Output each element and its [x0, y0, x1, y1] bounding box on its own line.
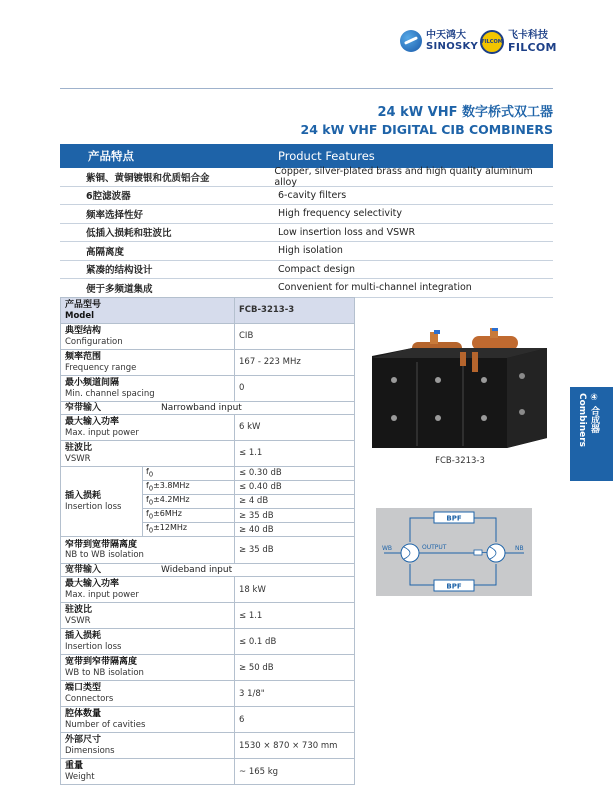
- condition-offset: ±6MHz: [153, 509, 182, 519]
- spec-label-en: Configuration: [65, 336, 123, 347]
- spec-label-cn: 外部尺寸: [65, 735, 102, 746]
- product-photo: [372, 328, 547, 448]
- condition-symbol: f: [146, 467, 149, 476]
- spec-value: 0: [235, 376, 355, 402]
- spec-value: ≤ 1.1: [235, 603, 355, 629]
- insertion-loss-condition: [143, 495, 235, 509]
- spec-label-cn: 宽带到窄带隔离度: [65, 657, 138, 668]
- spec-row-nb-insertion-loss: [61, 467, 355, 481]
- spec-label-en: Insertion loss: [65, 501, 122, 512]
- side-tab-en: Combiners: [577, 393, 587, 447]
- spec-table: [60, 297, 355, 785]
- feature-row: [60, 279, 553, 298]
- sinosky-globe-icon: [400, 30, 422, 52]
- spec-value: ≤ 0.1 dB: [235, 629, 355, 655]
- spec-label-cn: 腔体数量: [65, 709, 102, 720]
- feature-row: [60, 224, 553, 243]
- spec-label-en: Model: [65, 310, 95, 321]
- spec-label-en: Insertion loss: [65, 641, 122, 652]
- section-side-tab[interactable]: [570, 387, 613, 481]
- spec-label: [61, 629, 235, 655]
- spec-label-cn: 插入损耗: [65, 631, 102, 642]
- nb-label: NB: [515, 545, 524, 552]
- spec-value: CIB: [235, 324, 355, 350]
- spec-value: ~ 165 kg: [235, 759, 355, 785]
- insertion-loss-condition: [143, 467, 235, 481]
- spec-label: [61, 759, 235, 785]
- spec-row-wb-max-power: [61, 577, 355, 603]
- spec-label-en: Dimensions: [65, 745, 115, 756]
- spec-label-en: Max. input power: [65, 427, 139, 438]
- feature-cn: 紫铜、黄铜镀银和优质铝合金: [86, 172, 210, 184]
- spec-label-cn: 典型结构: [65, 326, 102, 336]
- insertion-loss-condition: [143, 509, 235, 523]
- feature-row: [60, 242, 553, 261]
- spec-row-model: [61, 298, 355, 324]
- spec-row-configuration: [61, 324, 355, 350]
- condition-offset: ±3.8MHz: [153, 481, 190, 491]
- spec-label-cn: 重量: [65, 761, 84, 772]
- section-title: [61, 564, 355, 577]
- condition-offset: ±4.2MHz: [153, 495, 190, 505]
- sinosky-name-en: SINOSKY: [426, 40, 479, 52]
- condition-symbol: f: [146, 523, 149, 533]
- feature-en: Copper, silver-plated brass and high quality aluminum alloy: [274, 165, 533, 188]
- spec-label-cn: 最大输入功率: [65, 579, 120, 590]
- spec-row-weight: [61, 759, 355, 785]
- spec-value: ≥ 50 dB: [235, 655, 355, 681]
- spec-label-cn: 窄带到宽带隔离度: [65, 539, 138, 550]
- spec-label-cn: 频率范围: [65, 352, 102, 362]
- spec-label-en: Max. input power: [65, 589, 139, 600]
- feature-row: [60, 205, 553, 224]
- spec-row-frequency-range: [61, 350, 355, 376]
- output-label: OUTPUT: [422, 544, 447, 551]
- spec-row-connectors: [61, 681, 355, 707]
- spec-label: [61, 441, 235, 467]
- condition-subscript: 0: [148, 498, 154, 507]
- spec-value: 1530 × 870 × 730 mm: [235, 733, 355, 759]
- condition-symbol: f: [146, 509, 149, 519]
- spec-label: [61, 537, 235, 564]
- spec-value: ≥ 40 dB: [235, 523, 355, 537]
- condition-offset: ±12MHz: [153, 523, 188, 533]
- spec-label-en: Number of cavities: [65, 719, 146, 730]
- spec-label: [61, 298, 235, 324]
- spec-value: 167 - 223 MHz: [235, 350, 355, 376]
- section-title: [61, 402, 355, 415]
- filcom-name-cn: 飞卡科技: [508, 30, 548, 41]
- feature-cn: 低插入损耗和驻波比: [86, 228, 172, 240]
- section-title-en: Narrowband input: [161, 402, 242, 413]
- filcom-logo: [480, 30, 557, 54]
- spec-row-min-spacing: [61, 376, 355, 402]
- spec-label-en: Weight: [65, 771, 95, 782]
- feature-en: 6-cavity filters: [278, 189, 347, 201]
- filcom-name-en: FILCOM: [508, 41, 557, 54]
- spec-row-nb-isolation: [61, 537, 355, 564]
- spec-label-cn: 最小频道间隔: [65, 378, 120, 388]
- spec-row-cavities: [61, 707, 355, 733]
- spec-label-cn: 插入损耗: [65, 491, 102, 502]
- section-wideband: [61, 564, 355, 577]
- spec-label-cn: 端口类型: [65, 683, 102, 694]
- dummy-load: [474, 550, 482, 555]
- spec-label-en: NB to WB isolation: [65, 550, 144, 561]
- spec-label: [61, 707, 235, 733]
- spec-label-cn: 驻波比: [65, 443, 93, 453]
- spec-label-en: VSWR: [65, 615, 91, 626]
- feature-cn: 高隔离度: [86, 246, 125, 258]
- spec-value: 6: [235, 707, 355, 733]
- side-tab-label: [576, 393, 600, 447]
- spec-value: FCB-3213-3: [235, 298, 355, 324]
- spec-label-en: Connectors: [65, 693, 114, 704]
- spec-value: 3 1/8": [235, 681, 355, 707]
- cib-block-diagram: [376, 508, 532, 596]
- spec-row-nb-vswr: [61, 441, 355, 467]
- spec-value: 18 kW: [235, 577, 355, 603]
- side-tab-cn: ④ 合成器: [589, 393, 599, 434]
- feature-en: Low insertion loss and VSWR: [278, 226, 416, 238]
- spec-label: [61, 415, 235, 441]
- spec-value: ≥ 35 dB: [235, 509, 355, 523]
- feature-cn: 便于多频道集成: [86, 283, 153, 295]
- spec-value: ≥ 35 dB: [235, 537, 355, 564]
- section-title-cn: 宽带输入: [65, 565, 102, 576]
- feature-row: [60, 187, 553, 206]
- condition-symbol: f: [146, 481, 149, 491]
- feature-cn: 频率选择性好: [86, 209, 144, 221]
- title-en: 24 kW VHF DIGITAL CIB COMBINERS: [300, 122, 553, 137]
- spec-row-nb-max-power: [61, 415, 355, 441]
- condition-subscript: 0: [148, 512, 154, 521]
- features-table: [60, 144, 553, 298]
- spec-label: [61, 350, 235, 376]
- spec-label: [61, 681, 235, 707]
- spec-value: ≤ 0.40 dB: [235, 481, 355, 495]
- spec-label: [61, 603, 235, 629]
- condition-subscript: 0: [148, 526, 154, 535]
- title-cn: 24 kW VHF 数字桥式双工器: [377, 105, 553, 120]
- header-divider: [60, 88, 553, 89]
- sinosky-logo: [400, 30, 478, 52]
- bpf-top-label: BPF: [446, 514, 462, 523]
- spec-label: [61, 467, 143, 537]
- spec-label-en: WB to NB isolation: [65, 667, 144, 678]
- features-header-cn: 产品特点: [88, 149, 134, 163]
- spec-label-cn: 产品型号: [65, 300, 102, 310]
- sinosky-name-cn: 中天鸿大: [426, 29, 466, 41]
- spec-value: ≥ 4 dB: [235, 495, 355, 509]
- wb-label: WB: [382, 545, 393, 552]
- feature-en: High isolation: [278, 245, 343, 257]
- spec-label-en: Frequency range: [65, 362, 137, 373]
- section-narrowband: [61, 402, 355, 415]
- spec-label-cn: 最大输入功率: [65, 417, 120, 427]
- feature-en: Convenient for multi-channel integration: [278, 282, 472, 294]
- spec-label-en: Min. channel spacing: [65, 388, 155, 399]
- condition-subscript: 0: [148, 470, 154, 479]
- spec-label-en: VSWR: [65, 453, 91, 464]
- spec-row-wb-insertion-loss: [61, 629, 355, 655]
- feature-en: High frequency selectivity: [278, 208, 402, 220]
- photo-caption: FCB-3213-3: [435, 456, 485, 466]
- features-header-en: Product Features: [278, 149, 375, 163]
- features-header: [60, 144, 553, 168]
- feature-cn: 6腔滤波器: [86, 191, 131, 203]
- section-title-cn: 窄带输入: [65, 402, 102, 413]
- spec-label: [61, 655, 235, 681]
- condition-subscript: 0: [148, 484, 154, 493]
- feature-cn: 紧凑的结构设计: [86, 265, 153, 277]
- spec-value: ≤ 1.1: [235, 441, 355, 467]
- spec-label: [61, 733, 235, 759]
- spec-label: [61, 577, 235, 603]
- feature-row: [60, 165, 553, 188]
- spec-label-cn: 驻波比: [65, 605, 93, 616]
- feature-en: Compact design: [278, 263, 356, 275]
- filcom-badge-icon: FILCOM: [480, 30, 504, 54]
- bpf-bottom-label: BPF: [446, 582, 462, 591]
- spec-label: [61, 376, 235, 402]
- spec-value: 6 kW: [235, 415, 355, 441]
- spec-row-dimensions: [61, 733, 355, 759]
- spec-row-wb-isolation: [61, 655, 355, 681]
- page-title: [301, 104, 553, 138]
- section-title-en: Wideband input: [161, 565, 233, 576]
- condition-symbol: f: [146, 495, 149, 505]
- insertion-loss-condition: [143, 481, 235, 495]
- spec-row-wb-vswr: [61, 603, 355, 629]
- feature-row: [60, 261, 553, 280]
- insertion-loss-condition: [143, 523, 235, 537]
- spec-value: ≤ 0.30 dB: [235, 467, 355, 481]
- spec-label: [61, 324, 235, 350]
